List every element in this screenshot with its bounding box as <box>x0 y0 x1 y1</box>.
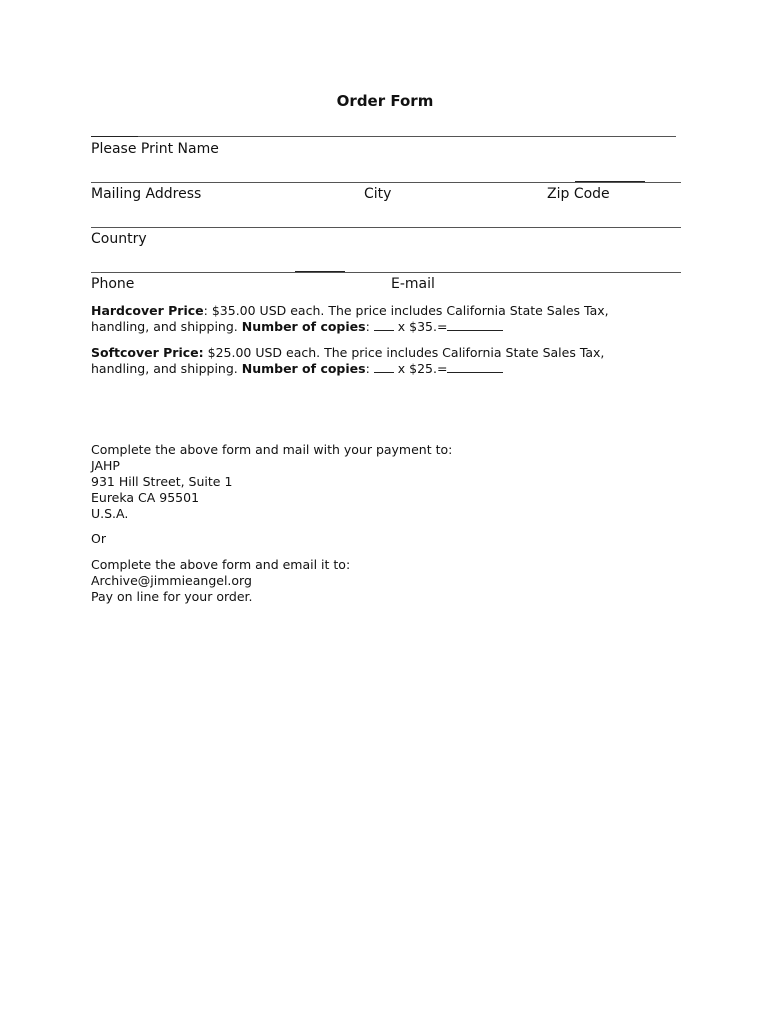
name-label: Please Print Name <box>91 141 219 157</box>
softcover-price-text-2: handling, and shipping. <box>91 361 242 376</box>
email-instructions <box>91 557 691 605</box>
zip-underline[interactable] <box>575 181 645 182</box>
country-label: Country <box>91 231 147 247</box>
mail-address-line-3: Eureka CA 95501 <box>91 490 200 505</box>
hardcover-heading-sep: : <box>203 303 208 318</box>
softcover-copies-sep: : <box>365 361 370 376</box>
softcover-multiplier: x $25.= <box>393 361 448 376</box>
city-label: City <box>364 186 392 202</box>
hardcover-total-blank[interactable] <box>447 320 503 331</box>
hardcover-copies-label: Number of copies <box>241 319 366 334</box>
mail-instructions <box>91 442 691 522</box>
address-underline[interactable] <box>91 182 681 183</box>
hardcover-copies-sep: : <box>365 319 370 334</box>
softcover-price-text: $25.00 USD each. The price includes California State Sales Tax, <box>203 345 605 360</box>
mail-address-line-1: JAHP <box>91 458 120 473</box>
hardcover-price-text: $35.00 USD each. The price includes California State Sales Tax, <box>207 303 609 318</box>
phone-label: Phone <box>91 276 135 292</box>
softcover-heading: Softcover Price: <box>91 345 204 360</box>
mail-address-line-4: U.S.A. <box>91 506 129 521</box>
hardcover-heading: Hardcover Price <box>91 303 204 318</box>
hardcover-copies-blank[interactable] <box>374 320 394 331</box>
name-underline-rest[interactable] <box>138 136 676 137</box>
softcover-copies-blank[interactable] <box>374 362 394 373</box>
softcover-copies-label: Number of copies <box>241 361 366 376</box>
mail-address-line-2: 931 Hill Street, Suite 1 <box>91 474 233 489</box>
address-label: Mailing Address <box>91 186 202 202</box>
or-separator <box>91 531 691 547</box>
country-underline[interactable] <box>91 227 681 228</box>
hardcover-price-paragraph <box>91 303 691 335</box>
softcover-price-paragraph <box>91 345 691 377</box>
page-title: Order Form <box>336 92 434 110</box>
hardcover-price-text-2: handling, and shipping. <box>91 319 242 334</box>
email-label: E-mail <box>391 276 435 292</box>
zip-label: Zip Code <box>547 186 610 202</box>
hardcover-multiplier: x $35.= <box>393 319 448 334</box>
or-text: Or <box>91 531 106 546</box>
phone-underline-segment[interactable] <box>295 271 345 272</box>
mail-intro: Complete the above form and mail with your payment to: <box>91 442 453 457</box>
email-intro: Complete the above form and email it to: <box>91 557 351 572</box>
name-underline[interactable] <box>91 136 138 137</box>
phone-underline[interactable] <box>91 272 681 273</box>
pay-online-note: Pay on line for your order. <box>91 589 253 604</box>
email-address[interactable]: Archive@jimmieangel.org <box>91 573 252 588</box>
softcover-total-blank[interactable] <box>447 362 503 373</box>
